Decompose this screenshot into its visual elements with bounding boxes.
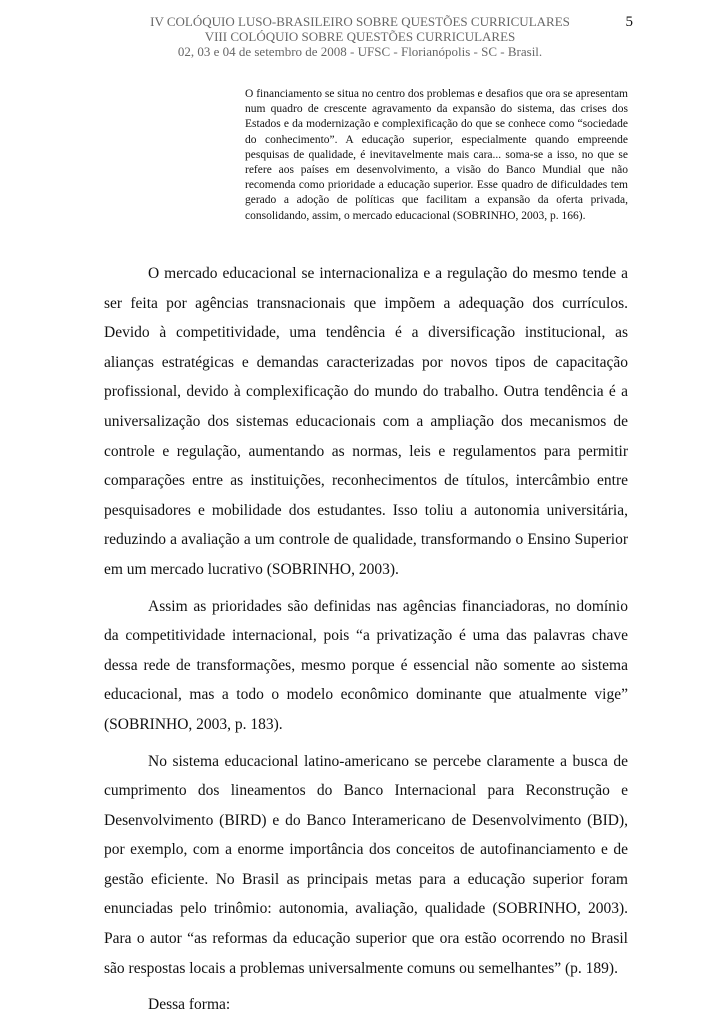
header-line-2: VIII COLÓQUIO SOBRE QUESTÕES CURRICULARES bbox=[204, 29, 516, 44]
header-line-1: IV COLÓQUIO LUSO-BRASILEIRO SOBRE QUESTÕES CURRICULARES bbox=[150, 14, 570, 29]
header-line-3: 02, 03 e 04 de setembro de 2008 - UFSC - Florianópolis - SC - Brasil. bbox=[177, 44, 543, 59]
paragraph: Dessa forma: bbox=[148, 996, 231, 1014]
page-number: 5 bbox=[625, 14, 633, 30]
paragraph: O mercado educacional se internacionaliza e a regulação do mesmo tende a ser feita por agências transnacionais que impõem a adequação dos currículos. Devido à competitividade, uma tendência é a diversificação institucional, as alianças estratégicas e demandas caracterizadas por novos tipos de capacitação profissional, devido à complexificação do mundo do trabalho. Outra tendência é a universalização dos sistemas educacionais com a ampliação dos mecanismos de controle e regulação, aumentando as normas, leis e regulamentos para permitir comparações entre as instituições, reconhecimentos de títulos, intercâmbio entre pesquisadores e mobilidade dos estudantes. Isso toliu a autonomia universitária, reduzindo a avaliação a um controle de qualidade, transformando o Ensino Superior em um mercado lucrativo (SOBRINHO, 2003). bbox=[104, 265, 628, 578]
body-text bbox=[104, 259, 628, 1027]
page-header bbox=[140, 14, 580, 59]
paragraph: Assim as prioridades são definidas nas agências financiadoras, no domínio da competitividade internacional, pois “a privatização é uma das palavras chave dessa rede de transformações, mesmo porque é essencial não somente ao sistema educacional, mas a todo o modelo econômico dominante que atualmente vige” (SOBRINHO, 2003, p. 183). bbox=[104, 597, 628, 733]
block-quote: O financiamento se situa no centro dos problemas e desafios que ora se apresentam num quadro de crescente agravamento da expansão do sistema, das crises dos Estados e da modernização e complexificação do que se conhece como “sociedade do conhecimento”. A educação superior, especialmente quando empreende pesquisas de qualidade, é inevitavelmente mais cara... soma-se a isso, no que se refere aos países em desenvolvimento, a visão do Banco Mundial que não recomenda como prioridade a educação superior. Esse quadro de dificuldades tem gerado a adoção de políticas que facilitam a expansão da oferta privada, consolidando, assim, o mercado educacional (SOBRINHO, 2003, p. 166). bbox=[245, 88, 628, 222]
paragraph: No sistema educacional latino-americano se percebe claramente a busca de cumprimento dos lineamentos do Banco Internacional para Reconstrução e Desenvolvimento (BIRD) e do Banco Interamericano de Desenvolvimento (BID), por exemplo, com a enorme importância dos conceitos de autofinanciamento e de gestão eficiente. No Brasil as principais metas para a educação superior foram enunciadas pelo trinômio: autonomia, avaliação, qualidade (SOBRINHO, 2003). Para o autor “as reformas da educação superior que ora estão ocorrendo no Brasil são respostas locais a problemas universalmente comuns ou semelhantes” (p. 189). bbox=[104, 752, 628, 977]
